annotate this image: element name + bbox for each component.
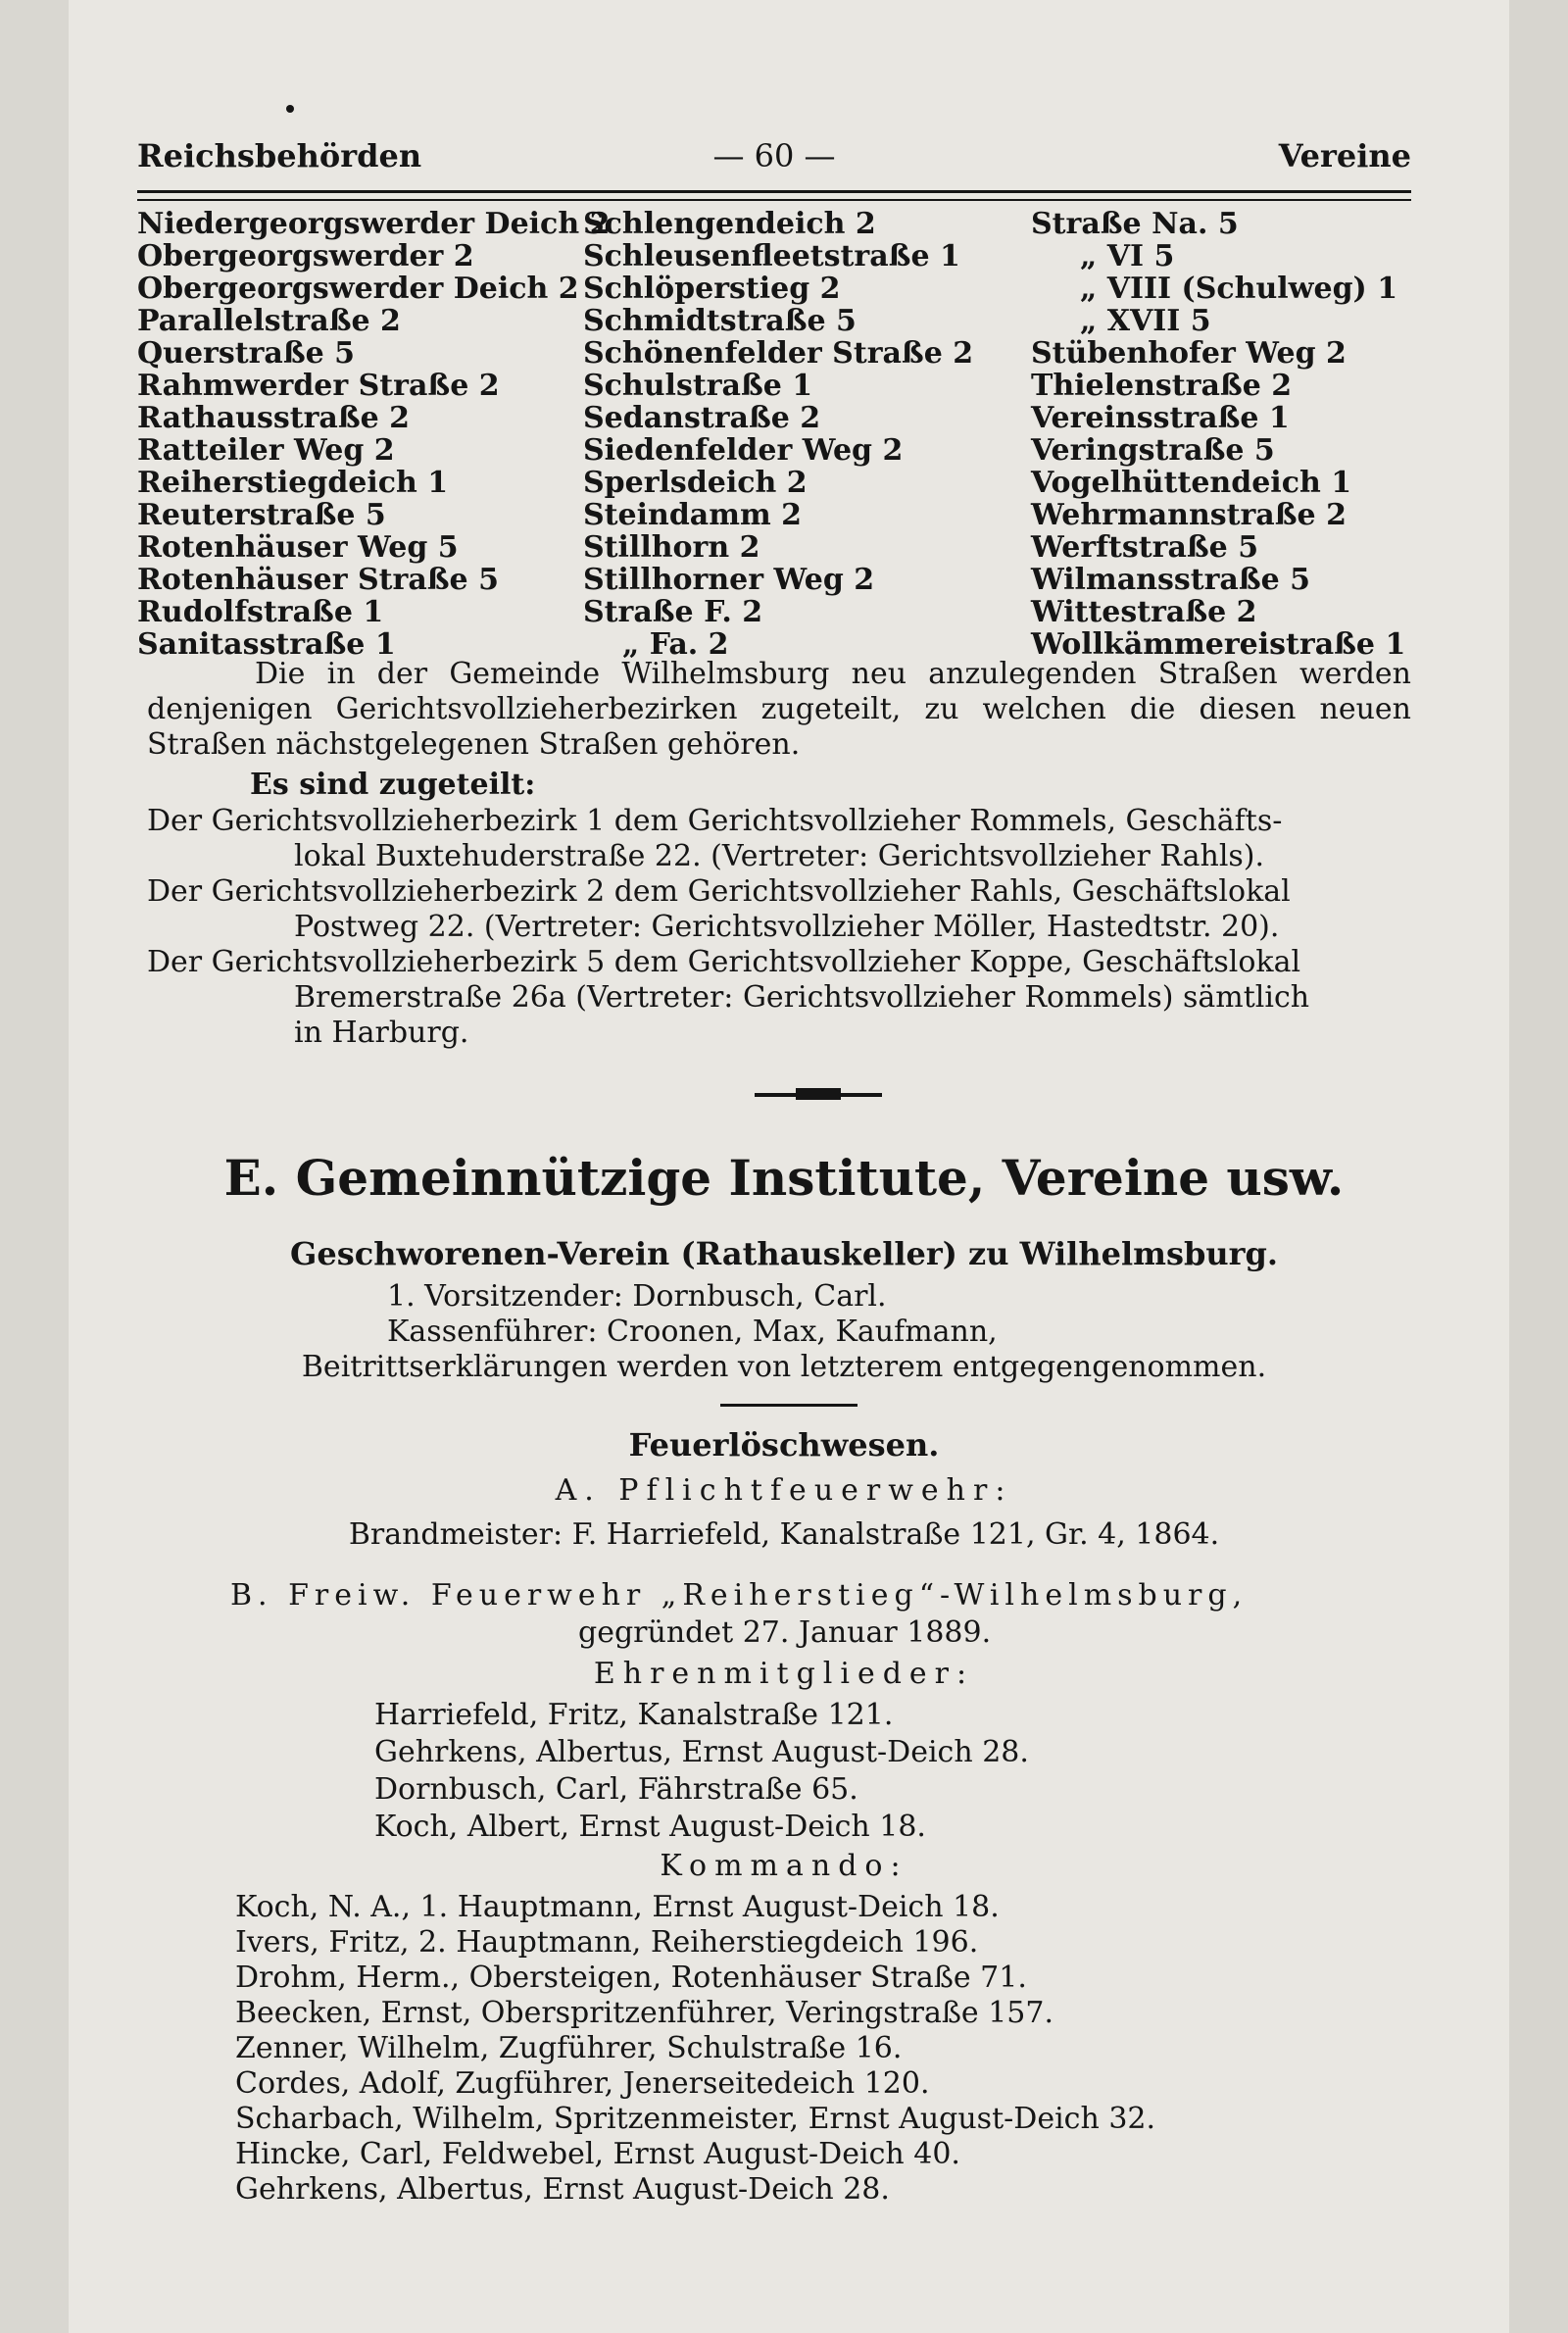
- fire-a-title: A. Pflichtfeuerwehr:: [555, 1473, 1013, 1508]
- street-item: Schulstraße 1: [583, 369, 813, 403]
- fire-a-line: Brandmeister: F. Harriefeld, Kanalstraße 121, Gr. 4, 1864.: [348, 1517, 1220, 1552]
- header-rule: [137, 190, 1411, 201]
- page-header: [137, 137, 1411, 186]
- street-item: Obergeorgswerder 2: [137, 239, 474, 273]
- assignment-line: Der Gerichtsvollzieherbezirk 1 dem Gerichtsvollzieher Rommels, Geschäfts-: [147, 804, 1283, 838]
- verein-name: Geschworenen-Verein (Rathauskeller) zu Wilhelmsburg.: [290, 1235, 1278, 1272]
- street-item: Wehrmannstraße 2: [1031, 498, 1347, 532]
- section-title: E. Gemeinnützige Institute, Vereine usw.: [223, 1149, 1345, 1207]
- verein-treasurer: Kassenführer: Croonen, Max, Kaufmann,: [387, 1315, 998, 1349]
- street-item: Querstraße 5: [137, 336, 356, 371]
- street-item: „ VI 5: [1080, 239, 1175, 273]
- street-column-1: [137, 207, 611, 662]
- street-item: Reuterstraße 5: [137, 498, 386, 532]
- fire-b-title: B. Freiw. Feuerwehr „Reiherstieg“-Wilhelmsburg,: [230, 1578, 1249, 1613]
- street-item: Schlöperstieg 2: [583, 272, 841, 306]
- command-member: Ivers, Fritz, 2. Hauptmann, Reiherstiegdeich 196.: [235, 1925, 979, 1960]
- street-item: Rathausstraße 2: [137, 401, 411, 435]
- street-item: Wilmansstraße 5: [1031, 563, 1311, 597]
- assignment-line: Der Gerichtsvollzieherbezirk 2 dem Gerichtsvollzieher Rahls, Geschäftslokal: [147, 874, 1291, 909]
- command-member: Drohm, Herm., Obersteigen, Rotenhäuser Straße 71.: [235, 1961, 1027, 1995]
- street-item: Stillhorner Weg 2: [583, 563, 875, 597]
- street-item: Rudolfstraße 1: [137, 595, 384, 629]
- street-item: Wollkämmereistraße 1: [1031, 627, 1406, 662]
- honor-member: Gehrkens, Albertus, Ernst August-Deich 28.: [374, 1735, 1029, 1769]
- assignment-3: [147, 945, 1411, 1051]
- command-member: Hincke, Carl, Feldwebel, Ernst August-Deich 40.: [235, 2137, 960, 2171]
- honor-member: Koch, Albert, Ernst August-Deich 18.: [374, 1810, 926, 1844]
- street-column-3: [1031, 208, 1443, 661]
- assignment-1: [147, 804, 1411, 874]
- street-item: „ XVII 5: [1080, 304, 1211, 338]
- street-item: Niedergeorgswerder Deich 2: [137, 207, 611, 241]
- command-member: Scharbach, Wilhelm, Spritzenmeister, Ernst August-Deich 32.: [235, 2102, 1156, 2136]
- command-title: Kommando:: [660, 1849, 908, 1883]
- assignment-line: Postweg 22. (Vertreter: Gerichtsvollzieher Möller, Hastedtstr. 20).: [294, 910, 1280, 944]
- street-item: Veringstraße 5: [1031, 433, 1275, 468]
- honor-member: Dornbusch, Carl, Fährstraße 65.: [374, 1772, 858, 1807]
- street-item: „ VIII (Schulweg) 1: [1080, 272, 1398, 306]
- street-item: Schmidtstraße 5: [583, 304, 857, 338]
- assignment-line: Bremerstraße 26a (Vertreter: Gerichtsvollzieher Rommels) sämtlich: [294, 980, 1310, 1015]
- verein-note: Beitrittserklärungen werden von letzterem entgegengenommen.: [301, 1350, 1267, 1384]
- street-item: Schlengendeich 2: [583, 207, 876, 241]
- street-item: Obergeorgswerder Deich 2: [137, 272, 579, 306]
- header-left: Reichsbehörden: [137, 137, 422, 174]
- street-item: Reiherstiegdeich 1: [137, 466, 449, 500]
- street-column-2: [583, 208, 1014, 661]
- street-item: Stübenhofer Weg 2: [1031, 336, 1347, 371]
- street-item: Sanitasstraße 1: [137, 627, 396, 662]
- assignment-line: lokal Buxtehuderstraße 22. (Vertreter: Gerichtsvollzieher Rahls).: [294, 839, 1265, 873]
- street-item: Rahmwerder Straße 2: [137, 369, 500, 403]
- command-member: Beecken, Ernst, Oberspritzenführer, Veringstraße 157.: [235, 1996, 1054, 2030]
- assignment-2: [147, 874, 1411, 945]
- street-item: Parallelstraße 2: [137, 304, 401, 338]
- street-item: Vogelhüttendeich 1: [1031, 466, 1352, 500]
- section-divider-ornament: [755, 1093, 882, 1097]
- command-member: Koch, N. A., 1. Hauptmann, Ernst August-Deich 18.: [235, 1890, 1000, 1924]
- street-item: Schleusenfleetstraße 1: [583, 239, 960, 273]
- street-item: Straße F. 2: [583, 595, 763, 629]
- command-member: Cordes, Adolf, Zugführer, Jenerseitedeich 120.: [235, 2066, 930, 2101]
- command-member: Gehrkens, Albertus, Ernst August-Deich 28.: [235, 2172, 890, 2207]
- command-member: Zenner, Wilhelm, Zugführer, Schulstraße 16.: [235, 2031, 903, 2065]
- street-item: Steindamm 2: [583, 498, 803, 532]
- street-item: Schönenfelder Straße 2: [583, 336, 974, 371]
- street-item: Stillhorn 2: [583, 530, 760, 565]
- honor-member: Harriefeld, Fritz, Kanalstraße 121.: [374, 1698, 894, 1732]
- fire-b-founded: gegründet 27. Januar 1889.: [578, 1615, 992, 1650]
- street-item: Siedenfelder Weg 2: [583, 433, 904, 468]
- street-item: Vereinsstraße 1: [1031, 401, 1290, 435]
- honor-title: Ehrenmitglieder:: [593, 1657, 975, 1691]
- paragraph-new-streets: Die in der Gemeinde Wilhelmsburg neu anzulegenden Straßen werden denjenigen Gerichtsvollzieherbezirken zugeteilt, zu welchen die diesen neuen Straßen nächstgelegenen Straßen gehören.: [147, 657, 1411, 762]
- header-right: Vereine: [1278, 137, 1411, 174]
- street-item: Straße Na. 5: [1031, 207, 1239, 241]
- assigned-title: Es sind zugeteilt:: [250, 768, 536, 802]
- street-item: Rotenhäuser Weg 5: [137, 530, 459, 565]
- street-item: „ Fa. 2: [622, 627, 729, 662]
- street-item: Ratteiler Weg 2: [137, 433, 395, 468]
- print-speck: [286, 105, 294, 113]
- street-item: Thielenstraße 2: [1031, 369, 1293, 403]
- street-item: Werftstraße 5: [1031, 530, 1259, 565]
- street-item: Wittestraße 2: [1031, 595, 1257, 629]
- street-item: Sperlsdeich 2: [583, 466, 808, 500]
- street-item: Sedanstraße 2: [583, 401, 821, 435]
- assignment-line: Der Gerichtsvollzieherbezirk 5 dem Gerichtsvollzieher Koppe, Geschäftslokal: [147, 945, 1301, 979]
- verein-chair: 1. Vorsitzender: Dornbusch, Carl.: [387, 1279, 887, 1314]
- page-number: — 60 —: [712, 137, 836, 174]
- assignment-line: in Harburg.: [294, 1016, 469, 1050]
- street-item: Rotenhäuser Straße 5: [137, 563, 499, 597]
- divider: [720, 1404, 858, 1407]
- fire-title: Feuerlöschwesen.: [628, 1426, 940, 1464]
